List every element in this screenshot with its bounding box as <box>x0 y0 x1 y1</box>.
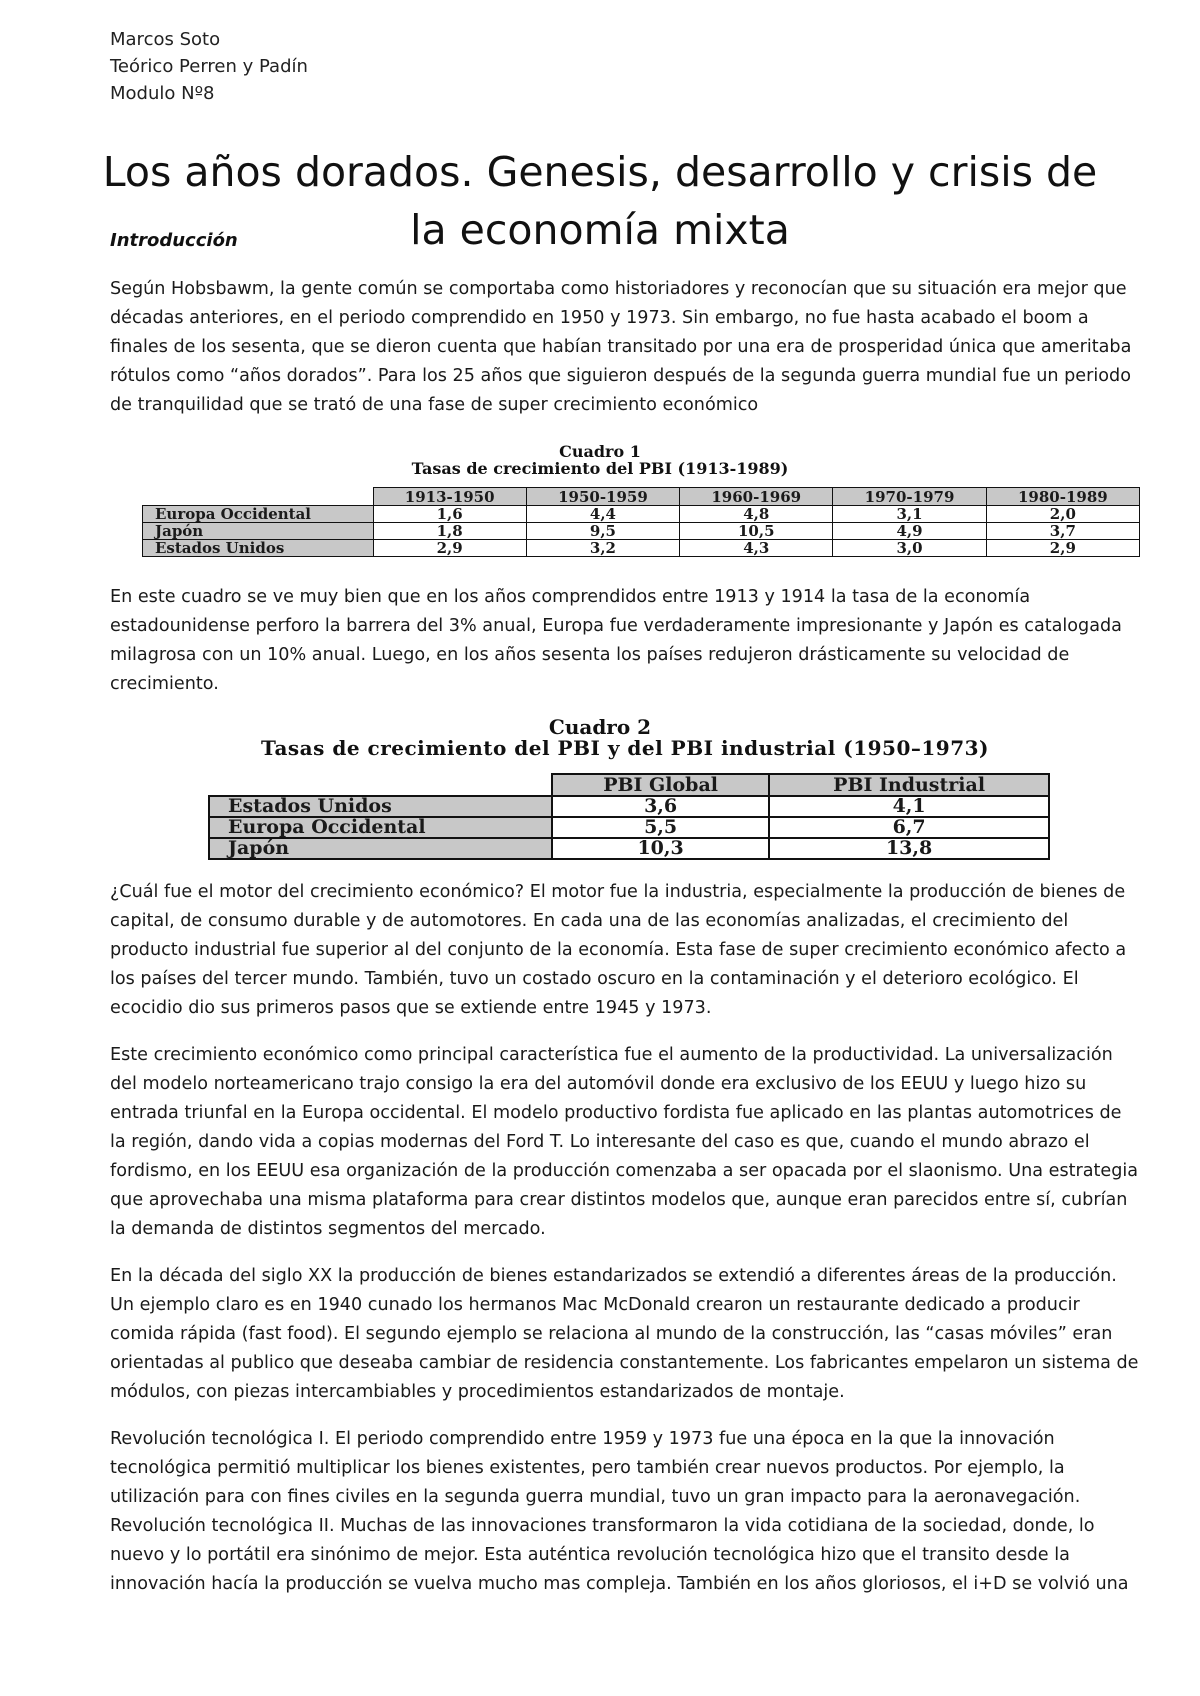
cuadro2-cell: 4,1 <box>769 796 1049 817</box>
cuadro1-cell: 3,2 <box>526 540 679 557</box>
author-name: Marcos Soto <box>110 29 221 50</box>
cuadro1-cell: 3,1 <box>833 506 986 523</box>
cuadro2-row-label: Japón <box>209 838 552 859</box>
cuadro2-cell: 6,7 <box>769 817 1049 838</box>
paragraph-motor: ¿Cuál fue el motor del crecimiento económico? El motor fue la industria, especialmente la producción de bienes de capital, de consumo durable y de automotores. En cada una de las economías analizadas, el crecimiento del producto industrial fue superior al del conjunto de la economía. Esta fase de super crecimiento económico afecto a los países del tercer mundo. También, tuvo un costado oscuro en la contaminación y el deterioro ecológico. El ecocidio dio sus primeros pasos que se extiende entre 1945 y 1973. <box>110 882 1127 1018</box>
cuadro1-cell: 2,9 <box>986 540 1139 557</box>
cuadro1-column-header: 1913-1950 <box>373 488 526 506</box>
table-row <box>143 540 1140 557</box>
cuadro1-cell: 1,8 <box>373 523 526 540</box>
table-row <box>209 796 1049 817</box>
table-row <box>143 523 1140 540</box>
document-title: Los años dorados. Genesis, desarrollo y crisis de la economía mixta <box>102 148 1098 255</box>
cuadro1-cell: 4,9 <box>833 523 986 540</box>
paragraph-productividad: Este crecimiento económico como principal característica fue el aumento de la productividad. La universalización del modelo norteamericano trajo consigo la era del automóvil donde era exclusivo de los EEUU y luego hizo su entrada triunfal en la Europa occidental. El modelo productivo fordista fue aplicado en las plantas automotrices de la región, dando vida a copias modernas del Ford T. Lo interesante del caso es que, cuando el mundo abrazo el fordismo, en los EEUU esa organización de la producción comenzaba a ser opacada por el slaonismo. Una estrategia que aprovechaba una misma plataforma para crear distintos modelos que, aunque eran parecidos entre sí, cubrían la demanda de distintos segmentos del mercado. <box>110 1045 1139 1239</box>
cuadro1-row-label: Estados Unidos <box>143 540 374 557</box>
cuadro1-cell: 4,8 <box>680 506 833 523</box>
cuadro1-cell: 2,9 <box>373 540 526 557</box>
course-name: Teórico Perren y Padín <box>110 56 308 77</box>
paragraph-intro: Según Hobsbawm, la gente común se comportaba como historiadores y reconocían que su situación era mejor que décadas anteriores, en el periodo comprendido en 1950 y 1973. Sin embargo, no fue hasta acabado el boom a finales de los sesenta, que se dieron cuenta que habían transitado por una era de prosperidad única que ameritaba rótulos como “años dorados”. Para los 25 años que siguieron después de la segunda guerra mundial fue un periodo de tranquilidad que se trató de una fase de super crecimiento económico <box>110 279 1132 415</box>
cuadro2-column-header: PBI Industrial <box>769 774 1049 796</box>
section-heading: Introducción <box>110 230 238 251</box>
cuadro1-cell: 3,7 <box>986 523 1139 540</box>
cuadro1-cell: 10,5 <box>680 523 833 540</box>
cuadro1-cell: 2,0 <box>986 506 1139 523</box>
cuadro1-cell: 4,4 <box>526 506 679 523</box>
cuadro2-subtitle: Tasas de crecimiento del PBI y del PBI industrial (1950–1973) <box>260 736 990 760</box>
cuadro2-cell: 5,5 <box>552 817 769 838</box>
cuadro2-corner-cell <box>209 774 552 796</box>
module-number: Modulo Nº8 <box>110 83 215 104</box>
cuadro1-cell: 9,5 <box>526 523 679 540</box>
table-row <box>209 838 1049 859</box>
cuadro1-label: Cuadro 1 <box>559 442 641 461</box>
cuadro1-column-header: 1960-1969 <box>680 488 833 506</box>
cuadro1-row-label: Japón <box>143 523 374 540</box>
cuadro1-row-label: Europa Occidental <box>143 506 374 523</box>
cuadro2-table <box>208 773 1050 860</box>
cuadro1-header-row <box>143 488 1140 506</box>
paragraph-cuadro1-analysis: En este cuadro se ve muy bien que en los años comprendidos entre 1913 y 1914 la tasa de la economía estadounidense perforo la barrera del 3% anual, Europa fue verdaderamente impresionante y Japón es catalogada milagrosa con un 10% anual. Luego, en los años sesenta los países redujeron drásticamente su velocidad de crecimiento. <box>110 587 1122 694</box>
cuadro2-cell: 3,6 <box>552 796 769 817</box>
table-row <box>143 506 1140 523</box>
cuadro1-table <box>142 487 1140 557</box>
cuadro2-cell: 13,8 <box>769 838 1049 859</box>
cuadro1-corner-cell <box>143 488 374 506</box>
document-header <box>110 26 308 107</box>
paragraph-estandarizacion: En la década del siglo XX la producción de bienes estandarizados se extendió a diferentes áreas de la producción. Un ejemplo claro es en 1940 cunado los hermanos Mac McDonald crearon un restaurante dedicado a producir comida rápida (fast food). El segundo ejemplo se relaciona al mundo de la construcción, las “casas móviles” eran orientadas al publico que deseaba cambiar de residencia constantemente. Los fabricantes empelaron un sistema de módulos, con piezas intercambiables y procedimientos estandarizados de montaje. <box>110 1266 1139 1402</box>
cuadro1-subtitle: Tasas de crecimiento del PBI (1913-1989) <box>411 459 789 478</box>
paragraph-revolucion-1: Revolución tecnológica I. El periodo comprendido entre 1959 y 1973 fue una época en la que la innovación tecnológica permitió multiplicar los bienes existentes, pero también crear nuevos productos. Por ejemplo, la utilización para con fines civiles en la segunda guerra mundial, tuvo un gran impacto para la aeronavegación. <box>110 1429 1081 1507</box>
cuadro1-cell: 4,3 <box>680 540 833 557</box>
cuadro1-cell: 1,6 <box>373 506 526 523</box>
cuadro1-cell: 3,0 <box>833 540 986 557</box>
table-row <box>209 817 1049 838</box>
cuadro2-row-label: Europa Occidental <box>209 817 552 838</box>
cuadro2-cell: 10,3 <box>552 838 769 859</box>
cuadro2-header-row <box>209 774 1049 796</box>
cuadro2-column-header: PBI Global <box>552 774 769 796</box>
cuadro1-column-header: 1950-1959 <box>526 488 679 506</box>
paragraph-revolucion-2: Revolución tecnológica II. Muchas de las innovaciones transformaron la vida cotidiana de la sociedad, donde, lo nuevo y lo portátil era sinónimo de mejor. Esta auténtica revolución tecnológica hizo que el transito desde la innovación hacía la producción se vuelva mucho mas compleja. También en los años gloriosos, el i+D se volvió una <box>110 1516 1129 1594</box>
cuadro2-label: Cuadro 2 <box>548 715 652 739</box>
cuadro1-column-header: 1980-1989 <box>986 488 1139 506</box>
cuadro2-row-label: Estados Unidos <box>209 796 552 817</box>
cuadro1-column-header: 1970-1979 <box>833 488 986 506</box>
